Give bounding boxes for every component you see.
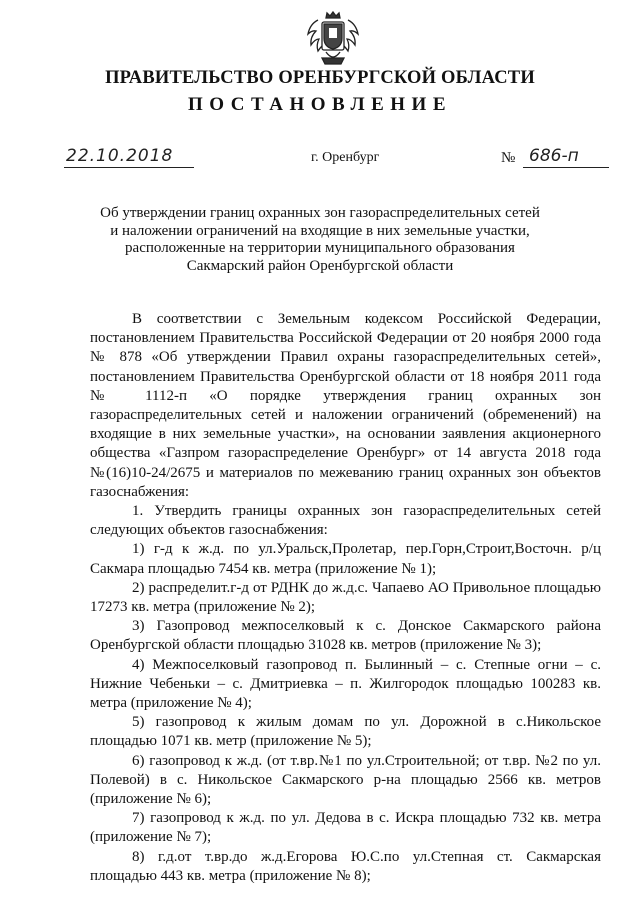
document-number bbox=[501, 146, 611, 170]
organization-title: ПРАВИТЕЛЬСТВО ОРЕНБУРГСКОЙ ОБЛАСТИ bbox=[105, 68, 535, 88]
handwritten-date: 22.10.2018 bbox=[66, 146, 174, 166]
list-item: 8) г.д.от т.вр.до ж.д.Егорова Ю.С.по ул.Степная ст. Сакмарская площадью 443 кв. метра (приложение № 8); bbox=[90, 848, 601, 884]
number-sign: № bbox=[501, 150, 516, 166]
handwritten-number: 686-п bbox=[529, 146, 579, 166]
subject-line: расположенные на территории муниципального образования bbox=[125, 240, 515, 256]
list-item: 5) газопровод к жилым домам по ул. Дорожной в с.Никольское площадью 1071 кв. метр (приложение № 5); bbox=[90, 714, 601, 750]
list-item: 3) Газопровод межпоселковый к с. Донское Сакмарского района Оренбургской области площадью 31028 кв. метров (приложение № 3); bbox=[90, 618, 601, 654]
document-subject bbox=[90, 205, 550, 275]
subject-line: Сакмарский район Оренбургской области bbox=[186, 257, 454, 274]
list-item: 1) г-д к ж.д. по ул.Уральск,Пролетар, пер.Горн,Строит,Восточн. р/ц Сакмара площадью 7454 кв. метра (приложение № 1); bbox=[90, 541, 601, 577]
list-item: 2) распределит.г-д от РДНК до ж.д.с. Чапаево АО Привольное площадью 17273 кв. метра (приложение № 2); bbox=[90, 579, 601, 616]
document-body bbox=[90, 310, 601, 886]
list-item: 6) газопровод к ж.д. (от т.вр.№1 по ул.Строительной; от т.вр. №2 по ул. Полевой) в с. Никольское Сакмарского р-на площадью 2566 кв. метров (приложение № 6); bbox=[90, 752, 601, 808]
preamble-paragraph: В соответствии с Земельным кодексом Российской Федерации, постановлением Правительства Российской Федерации от 20 ноября 2000 года № 878 «Об утверждении Правил охраны газораспределительных сетей», постановлением Правительства Оренбургской области от 18 ноября 2011 года № 1112-п «О порядке утверждения границ охранных зон газораспределительных сетей и наложении ограничений (обременений) на входящие в них земельные участки», на основании заявления акционерного общества «Газпром газораспределение Оренбург» от 14 августа 2018 года №(16)10-24/2675 и материалов по межеванию границ охранных зон объектов газоснабжения: bbox=[90, 311, 601, 500]
city: г. Оренбург bbox=[311, 150, 380, 165]
coat-of-arms-emblem bbox=[300, 10, 366, 68]
list-item: 4) Межпоселковый газопровод п. Былинный – с. Степные огни – с. Нижние Чебеньки – с. Дмитриевка – п. Жилгородок площадью 100283 кв. метра (приложение № 4); bbox=[90, 656, 601, 712]
subject-line: Об утверждении границ охранных зон газораспределительных сетей bbox=[100, 205, 540, 221]
subject-line: и наложении ограничений на входящие в них земельные участки, bbox=[110, 222, 530, 239]
number-underline bbox=[523, 167, 609, 168]
point-1-paragraph: 1. Утвердить границы охранных зон газораспределительных сетей следующих объектов газоснабжения: bbox=[90, 503, 601, 539]
document-type: ПОСТАНОВЛЕНИЕ bbox=[187, 94, 453, 115]
date-underline bbox=[64, 167, 194, 168]
list-item: 7) газопровод к ж.д. по ул. Дедова в с. Искра площадью 732 кв. метра (приложение № 7); bbox=[90, 810, 601, 846]
document-date bbox=[64, 146, 204, 170]
